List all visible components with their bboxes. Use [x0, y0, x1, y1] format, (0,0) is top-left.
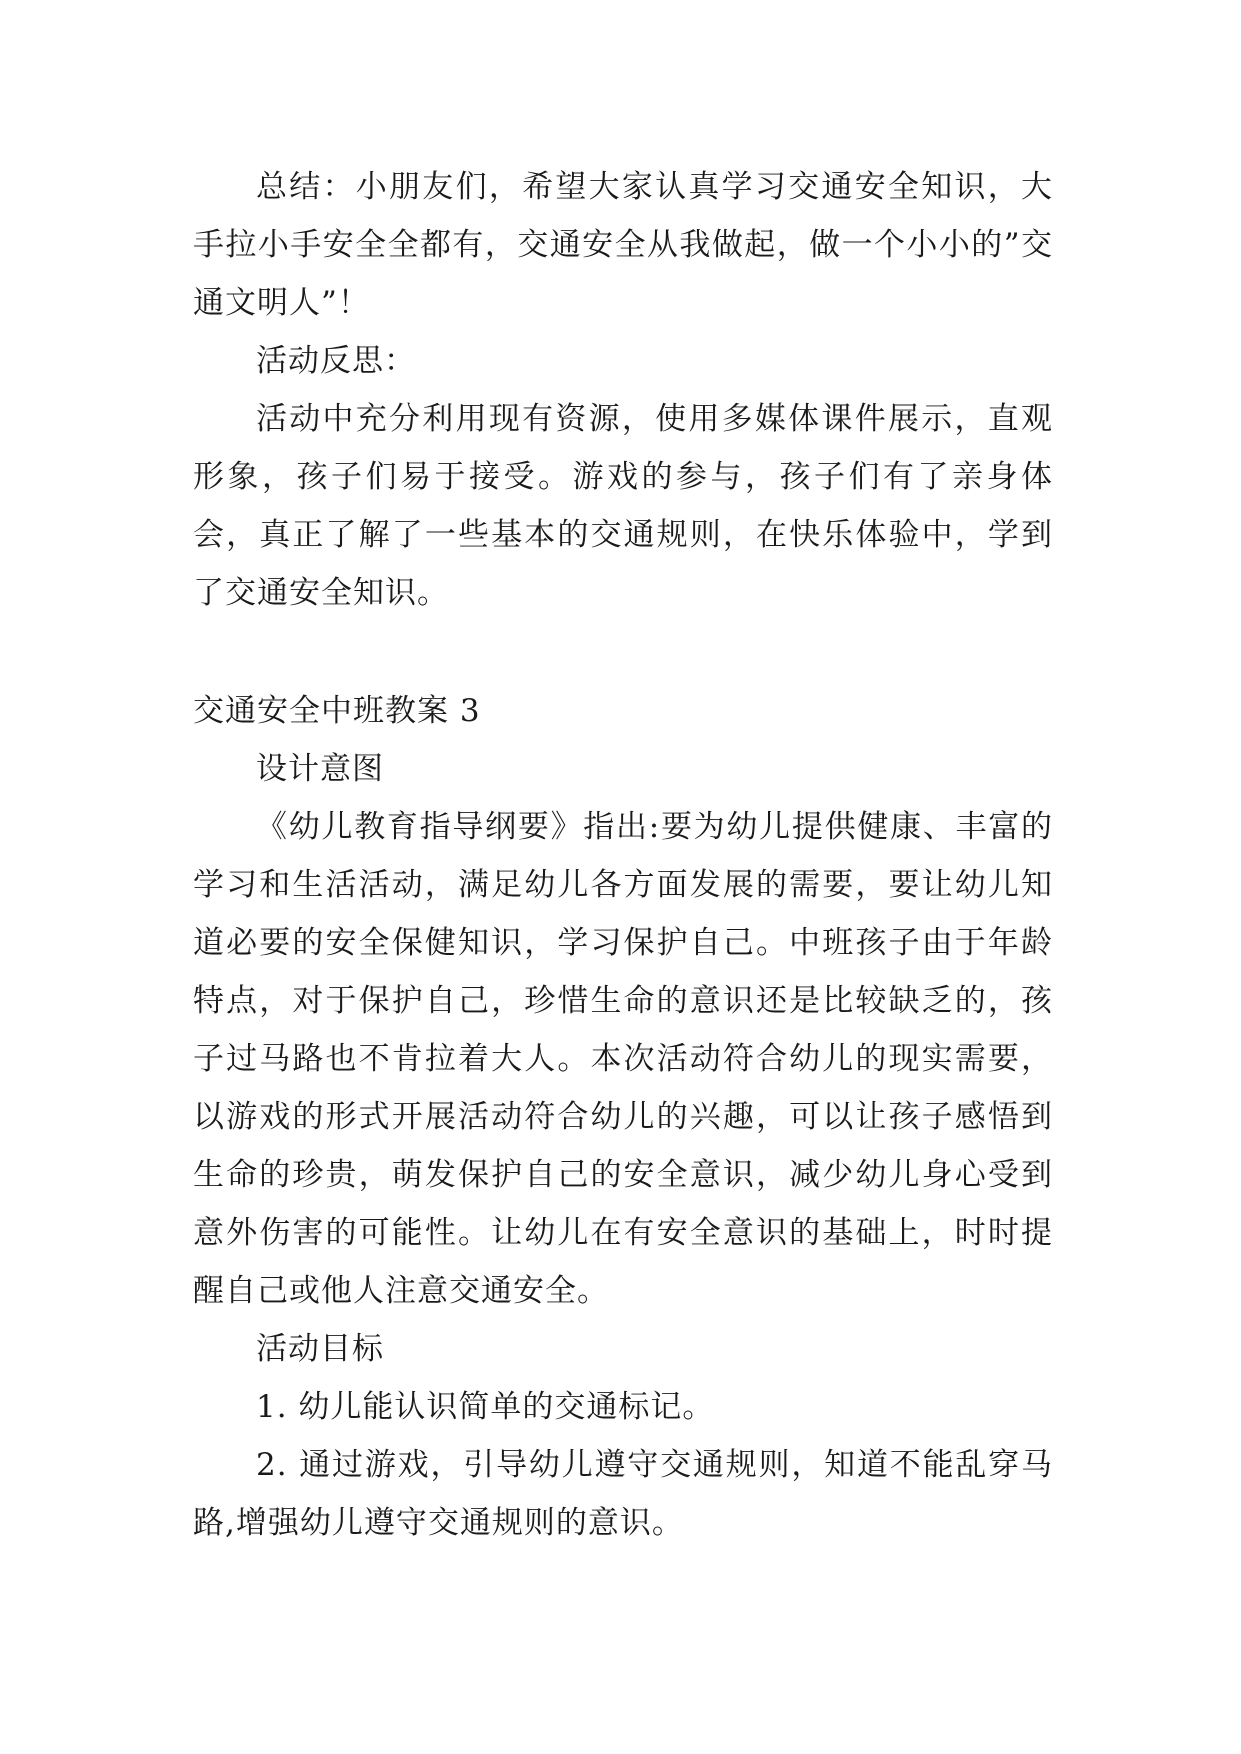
summary-paragraph: 总结：小朋友们，希望大家认真学习交通安全知识，大手拉小手安全全都有，交通安全从我做起，做一个小小的”交通文明人”！ — [193, 169, 1053, 321]
reflection-heading: 活动反思： — [256, 343, 416, 379]
document-body — [193, 158, 1053, 1552]
activity-goals-heading: 活动目标 — [256, 1331, 384, 1367]
reflection-paragraph: 活动中充分利用现有资源，使用多媒体课件展示，直观形象，孩子们易于接受。游戏的参与，孩子们有了亲身体会，真正了解了一些基本的交通规则，在快乐体验中，学到了交通安全知识。 — [193, 401, 1053, 611]
design-intent-heading: 设计意图 — [256, 751, 384, 787]
design-intent-paragraph: 《幼儿教育指导纲要》指出:要为幼儿提供健康、丰富的学习和生活活动，满足幼儿各方面发展的需要，要让幼儿知道必要的安全保健知识，学习保护自己。中班孩子由于年龄特点，对于保护自己，珍惜生命的意识还是比较缺乏的，孩子过马路也不肯拉着大人。本次活动符合幼儿的现实需要，以游戏的形式开展活动符合幼儿的兴趣，可以让孩子感悟到生命的珍贵，萌发保护自己的安全意识，减少幼儿身心受到意外伤害的可能性。让幼儿在有安全意识的基础上，时时提醒自己或他人注意交通安全。 — [193, 809, 1053, 1309]
goal-item-1: 1. 幼儿能认识简单的交通标记。 — [256, 1389, 715, 1425]
section-title: 交通安全中班教案 3 — [193, 693, 481, 729]
goal-item-2: 2. 通过游戏，引导幼儿遵守交通规则，知道不能乱穿马路,增强幼儿遵守交通规则的意识。 — [193, 1447, 1053, 1541]
